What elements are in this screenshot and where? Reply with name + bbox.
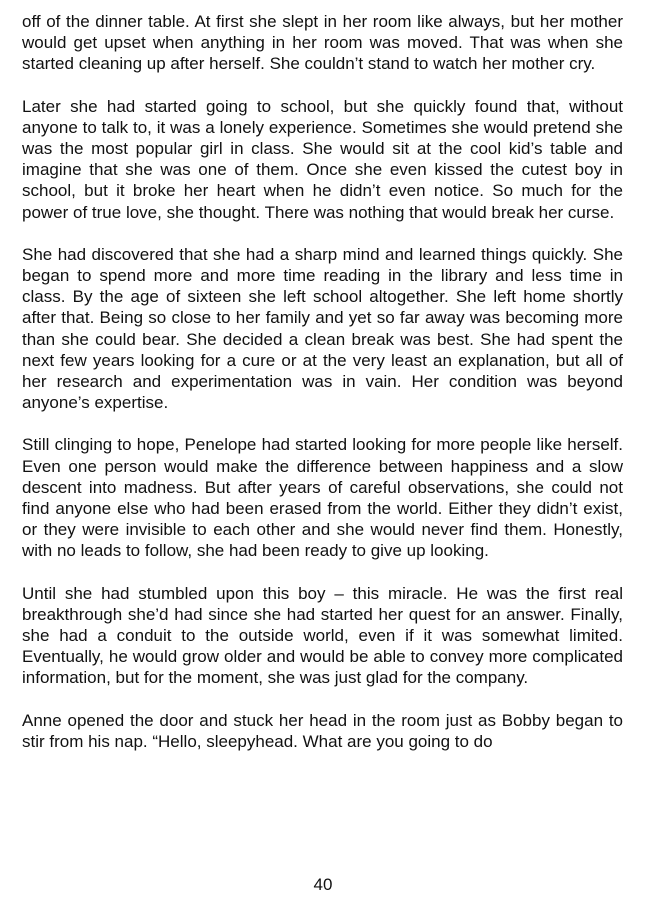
paragraph-6: Anne opened the door and stuck her head in the room just as Bobby began to stir from his nap. “Hello, sleepyhead. What are you going to do — [22, 710, 623, 751]
paragraph-4: Still clinging to hope, Penelope had started looking for more people like herself. Even one person would make the difference between happiness and a slow descent into madness. But after years of careful observations, she could not find anyone else who had been erased from the world. Either they didn’t exist, or they were invisible to each other and she would never find them. Honestly, with no leads to follow, she had been ready to give up looking. — [22, 435, 623, 561]
page-number: 40 — [313, 875, 333, 894]
page-body — [22, 11, 623, 773]
paragraph-3: She had discovered that she had a sharp mind and learned things quickly. She began to spend more and more time reading in the library and less time in class. By the age of sixteen she left school altogether. She left home shortly after that. Being so close to her family and yet so far away was becoming more than she could bear. She decided a clean break was best. She had spent the next few years looking for a cure or at the very least an explanation, but all of her research and experimentation was in vain. Her condition was beyond anyone’s expertise. — [22, 244, 623, 413]
paragraph-1: off of the dinner table. At first she slept in her room like always, but her mother would get upset when anything in her room was moved. That was when she started cleaning up after herself. She couldn’t stand to watch her mother cry. — [22, 12, 623, 74]
paragraph-2: Later she had started going to school, but she quickly found that, without anyone to talk to, it was a lonely experience. Sometimes she would pretend she was the most popular girl in class. She would sit at the cool kid’s table and imagine that she was one of them. Once she even kissed the cutest boy in school, but it broke her heart when he didn’t even notice. So much for the power of true love, she thought. There was nothing that would break her curse. — [22, 96, 623, 222]
paragraph-5: Until she had stumbled upon this boy – this miracle. He was the first real breakthrough she’d had since she had started her quest for an answer. Finally, she had a conduit to the outside world, even if it was somewhat limited. Eventually, he would grow older and would be able to convey more complicated information, but for the moment, she was just glad for the company. — [22, 583, 623, 688]
